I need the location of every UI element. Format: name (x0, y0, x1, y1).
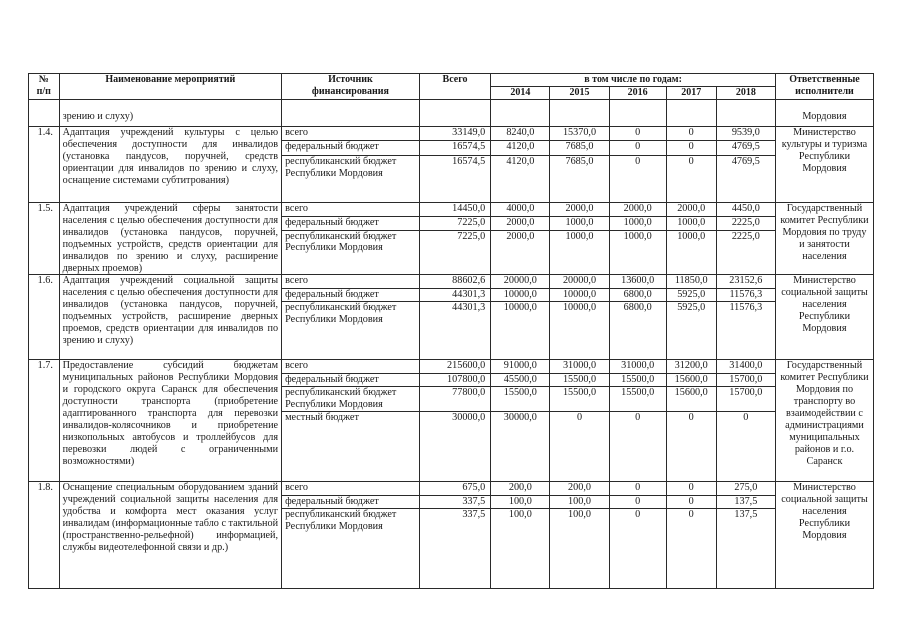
year-amount-cell: 30000,0 (491, 412, 550, 482)
year-amount-cell: 10000,0 (550, 289, 609, 302)
row-number-cell: 1.6. (29, 275, 60, 360)
empty-cell (419, 100, 490, 127)
funding-source-cell: всего (282, 275, 420, 289)
measure-name-cell: Адаптация учреждений сферы занятости населения с целью обеспечения доступности для инвалидов (установка пандусов, поручней, подъемных устройств, средств ориентации для инвалидов по зрению и слуху, расширение дверных проемов) (59, 203, 281, 275)
funding-source-cell: республиканский бюджет Республики Мордовия (282, 302, 420, 360)
year-amount-cell: 0 (716, 412, 775, 482)
year-amount-cell: 15600,0 (666, 374, 716, 387)
year-amount-cell: 4769,5 (716, 141, 775, 156)
total-amount-cell: 16574,5 (419, 156, 490, 203)
total-amount-cell: 337,5 (419, 496, 490, 509)
year-amount-cell: 8240,0 (491, 127, 550, 141)
year-amount-cell: 15500,0 (550, 387, 609, 412)
continuation-responsible-cell (775, 100, 873, 127)
year-amount-cell: 11850,0 (666, 275, 716, 289)
continuation-responsible-text: Мордовия (802, 111, 847, 123)
year-amount-cell: 0 (609, 141, 666, 156)
year-amount-cell: 20000,0 (491, 275, 550, 289)
year-amount-cell: 15500,0 (491, 387, 550, 412)
funding-source-cell: всего (282, 203, 420, 217)
year-amount-cell: 5925,0 (666, 302, 716, 360)
total-amount-cell: 33149,0 (419, 127, 490, 141)
funding-source-cell: республиканский бюджет Республики Мордовия (282, 230, 420, 275)
table-row (29, 203, 874, 217)
year-amount-cell: 23152,6 (716, 275, 775, 289)
funding-source-cell: федеральный бюджет (282, 496, 420, 509)
funding-source-cell: федеральный бюджет (282, 289, 420, 302)
responsible-executor-cell: Министерство культуры и туризма Республики Мордовия (775, 127, 873, 203)
year-amount-cell: 10000,0 (550, 302, 609, 360)
year-amount-cell: 0 (609, 127, 666, 141)
year-amount-cell: 100,0 (491, 509, 550, 589)
table-row (29, 275, 874, 289)
row-number-cell: 1.4. (29, 127, 60, 203)
year-amount-cell: 0 (666, 509, 716, 589)
year-amount-cell: 15700,0 (716, 387, 775, 412)
total-amount-cell: 88602,6 (419, 275, 490, 289)
year-amount-cell: 1000,0 (550, 230, 609, 275)
year-amount-cell: 0 (666, 141, 716, 156)
year-amount-cell: 0 (666, 127, 716, 141)
year-amount-cell: 91000,0 (491, 360, 550, 374)
year-amount-cell: 45500,0 (491, 374, 550, 387)
year-amount-cell: 200,0 (491, 482, 550, 496)
year-amount-cell: 2000,0 (609, 203, 666, 217)
year-amount-cell: 15370,0 (550, 127, 609, 141)
year-amount-cell: 1000,0 (666, 230, 716, 275)
year-amount-cell: 0 (609, 412, 666, 482)
year-amount-cell: 15700,0 (716, 374, 775, 387)
continuation-name-text: зрению и слуху) (62, 111, 134, 123)
year-amount-cell: 275,0 (716, 482, 775, 496)
year-amount-cell: 7685,0 (550, 141, 609, 156)
responsible-executor-cell: Государственный комитет Республики Мордовия по труду и занятости населения (775, 203, 873, 275)
responsible-executor-cell: Министерство социальной защиты населения Республики Мордовия (775, 482, 873, 589)
year-header: 2016 (609, 87, 666, 100)
col-source-header: Источник финансирования (282, 74, 420, 100)
empty-cell (550, 100, 609, 127)
year-amount-cell: 1000,0 (666, 217, 716, 230)
funding-source-cell: республиканский бюджет Республики Мордовия (282, 387, 420, 412)
total-amount-cell: 77800,0 (419, 387, 490, 412)
year-amount-cell: 15500,0 (609, 387, 666, 412)
continuation-name-cell (59, 100, 281, 127)
year-amount-cell: 2225,0 (716, 230, 775, 275)
year-header: 2017 (666, 87, 716, 100)
year-amount-cell: 10000,0 (491, 289, 550, 302)
year-amount-cell: 1000,0 (609, 217, 666, 230)
col-num-header: № п/п (29, 74, 60, 100)
total-amount-cell: 215600,0 (419, 360, 490, 374)
year-header: 2018 (716, 87, 775, 100)
row-number-cell: 1.7. (29, 360, 60, 482)
year-amount-cell: 0 (666, 496, 716, 509)
year-amount-cell: 13600,0 (609, 275, 666, 289)
table-header (29, 74, 874, 100)
year-amount-cell: 31200,0 (666, 360, 716, 374)
year-amount-cell: 5925,0 (666, 289, 716, 302)
continuation-num-cell (29, 100, 60, 127)
funding-source-cell: всего (282, 482, 420, 496)
year-amount-cell: 137,5 (716, 496, 775, 509)
year-amount-cell: 4000,0 (491, 203, 550, 217)
table-row (29, 482, 874, 496)
empty-cell (491, 100, 550, 127)
empty-cell (282, 100, 420, 127)
year-amount-cell: 0 (609, 482, 666, 496)
table-row (29, 360, 874, 374)
year-amount-cell: 2000,0 (491, 230, 550, 275)
total-amount-cell: 7225,0 (419, 230, 490, 275)
table-row (29, 127, 874, 141)
year-amount-cell: 20000,0 (550, 275, 609, 289)
total-amount-cell: 44301,3 (419, 289, 490, 302)
year-amount-cell: 2225,0 (716, 217, 775, 230)
year-amount-cell: 2000,0 (550, 203, 609, 217)
year-amount-cell: 0 (609, 156, 666, 203)
measure-name-cell: Адаптация учреждений социальной защиты населения с целью обеспечения доступности для инвалидов (установка пандусов, поручней, подъемных устройств, расширение дверных проемов, средств ориентации для инвалидов по зрению и слуху) (59, 275, 281, 360)
year-amount-cell: 15500,0 (609, 374, 666, 387)
year-amount-cell: 100,0 (550, 496, 609, 509)
measure-name-cell: Адаптация учреждений культуры с целью обеспечения доступности для инвалидов (установка пандусов, поручней, средств ориентации для инвалидов по зрению и слуху, оснащение системами субтитрования) (59, 127, 281, 203)
responsible-executor-cell: Министерство социальной защиты населения Республики Мордовия (775, 275, 873, 360)
year-amount-cell: 6800,0 (609, 302, 666, 360)
total-amount-cell: 107800,0 (419, 374, 490, 387)
funding-source-cell: всего (282, 360, 420, 374)
year-amount-cell: 11576,3 (716, 302, 775, 360)
year-amount-cell: 0 (609, 509, 666, 589)
year-amount-cell: 137,5 (716, 509, 775, 589)
year-amount-cell: 31000,0 (550, 360, 609, 374)
year-amount-cell: 31000,0 (609, 360, 666, 374)
year-amount-cell: 200,0 (550, 482, 609, 496)
year-amount-cell: 0 (609, 496, 666, 509)
year-header: 2014 (491, 87, 550, 100)
col-total-header: Всего (419, 74, 490, 100)
year-amount-cell: 1000,0 (609, 230, 666, 275)
funding-source-cell: федеральный бюджет (282, 217, 420, 230)
total-amount-cell: 16574,5 (419, 141, 490, 156)
measure-name-cell: Предоставление субсидий бюджетам муниципальных районов Республики Мордовия и городского округа Саранск для обеспечения доступности транспорта (приобретение адаптированного транспорта для перевозки инвалидов-колясочников и приобретение низкопольных автобусов и троллейбусов для перевозки людей с ограниченными возможностями) (59, 360, 281, 482)
empty-cell (716, 100, 775, 127)
funding-source-cell: федеральный бюджет (282, 141, 420, 156)
year-amount-cell: 0 (666, 412, 716, 482)
col-name-header: Наименование мероприятий (59, 74, 281, 100)
total-amount-cell: 14450,0 (419, 203, 490, 217)
continuation-row (29, 100, 874, 127)
col-responsible-header: Ответственные исполнители (775, 74, 873, 100)
year-amount-cell: 11576,3 (716, 289, 775, 302)
total-amount-cell: 675,0 (419, 482, 490, 496)
funding-source-cell: республиканский бюджет Республики Мордовия (282, 156, 420, 203)
funding-source-cell: республиканский бюджет Республики Мордовия (282, 509, 420, 589)
responsible-executor-cell: Государственный комитет Республики Мордовия по транспорту во взаимодействии с администрациями муниципальных районов и г.о. Саранск (775, 360, 873, 482)
total-amount-cell: 30000,0 (419, 412, 490, 482)
year-amount-cell: 2000,0 (491, 217, 550, 230)
year-amount-cell: 4120,0 (491, 141, 550, 156)
total-amount-cell: 44301,3 (419, 302, 490, 360)
year-amount-cell: 0 (666, 482, 716, 496)
total-amount-cell: 7225,0 (419, 217, 490, 230)
years-caption-header: в том числе по годам: (491, 74, 776, 87)
year-amount-cell: 6800,0 (609, 289, 666, 302)
year-amount-cell: 0 (550, 412, 609, 482)
table-body (29, 100, 874, 589)
year-amount-cell: 7685,0 (550, 156, 609, 203)
empty-cell (609, 100, 666, 127)
row-number-cell: 1.8. (29, 482, 60, 589)
document-page (28, 73, 874, 589)
row-number-cell: 1.5. (29, 203, 60, 275)
year-amount-cell: 31400,0 (716, 360, 775, 374)
year-amount-cell: 15500,0 (550, 374, 609, 387)
year-amount-cell: 2000,0 (666, 203, 716, 217)
measure-name-cell: Оснащение специальным оборудованием зданий учреждений социальной защиты населения для удобства и комфорта мест оказания услуг инвалидам (информационные табло с тактильной (пространственно-рельефной) информацией, службы видеотелефонной связи и др.) (59, 482, 281, 589)
year-amount-cell: 4450,0 (716, 203, 775, 217)
year-amount-cell: 4769,5 (716, 156, 775, 203)
funding-source-cell: федеральный бюджет (282, 374, 420, 387)
year-amount-cell: 9539,0 (716, 127, 775, 141)
year-amount-cell: 0 (666, 156, 716, 203)
year-amount-cell: 1000,0 (550, 217, 609, 230)
funding-source-cell: всего (282, 127, 420, 141)
year-amount-cell: 100,0 (491, 496, 550, 509)
year-header: 2015 (550, 87, 609, 100)
year-amount-cell: 100,0 (550, 509, 609, 589)
empty-cell (666, 100, 716, 127)
year-amount-cell: 10000,0 (491, 302, 550, 360)
year-amount-cell: 15600,0 (666, 387, 716, 412)
program-table (28, 73, 874, 589)
total-amount-cell: 337,5 (419, 509, 490, 589)
funding-source-cell: местный бюджет (282, 412, 420, 482)
year-amount-cell: 4120,0 (491, 156, 550, 203)
